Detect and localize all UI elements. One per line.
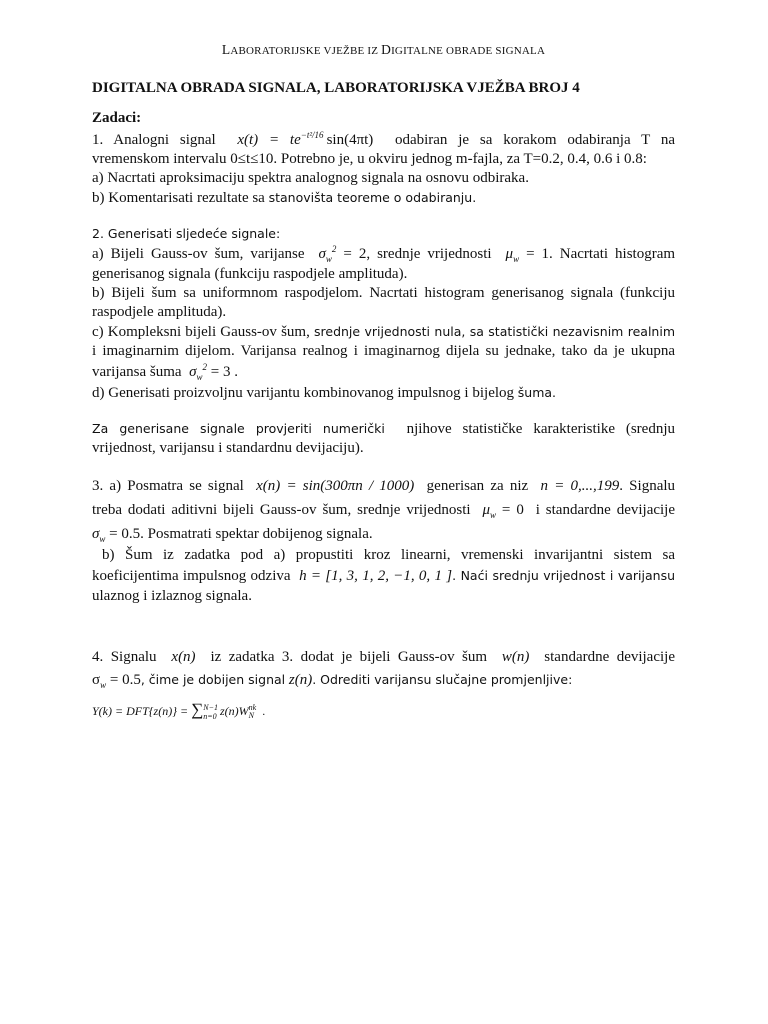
sigma-symbol: $\sigma_w^2 = 3$: [189, 362, 231, 382]
task-4: [92, 646, 675, 721]
header-text-2: IGITALNE OBRADE SIGNALA: [391, 45, 546, 57]
document-page: [92, 40, 675, 737]
mu-symbol: $\mu_w = 0$: [482, 502, 524, 520]
task-2-item-c-line-3: varijansa šuma $\sigma_w^2 = 3$ .: [92, 362, 238, 382]
header-initial-l: L: [221, 42, 231, 57]
task-2-item-c-line-1: c) Kompleksni bijeli Gauss-ov šum, srednje vrijednosti nula, sa statistički nezavisnim realnim: [92, 324, 675, 340]
task-4-line-2: $\sigma_w = 0.5$, čime je dobijen signal z(n). Odrediti varijansu slučajne promjenljive:: [92, 672, 573, 690]
task-2-item-b-line-1: b) Bijeli šum sa uniformnom raspodjelom. Nacrtati histogram generisanog signala (funkciju: [92, 285, 675, 301]
task-4-line-1: 4. Signalu x(n) iz zadatka 3. dodat je bijeli Gauss-ov šum w(n) standardne devijacije: [92, 649, 675, 665]
task-3-line-3: $\sigma_w = 0.5$. Posmatrati spektar dobijenog signala.: [92, 526, 373, 544]
sigma-symbol: $\sigma_w^2 = 2$: [318, 244, 367, 264]
task-3-line-1: 3. a) Posmatra se signal x(n) = sin(300πn / 1000) generisan za niz n = 0,...,199. Signalu: [92, 478, 676, 494]
task-1-formula: $x(t) = te^{-t^2/16}$ sin(4πt): [237, 130, 374, 148]
sigma-symbol: $\sigma_w = 0.5$: [92, 672, 141, 690]
task-1-item-a: a) Nacrtati aproksimaciju spektra analognog signala na osnovu odbiraka.: [92, 170, 529, 186]
statistics-line-1: Za generisane signale provjeriti numerički njihove statističke karakteristike (srednju: [92, 421, 676, 437]
task-2-item-c-line-2: i imaginarnim dijelom. Varijansa realnog i imaginarnog dijela su jednake, tako da je ukupna: [92, 343, 675, 359]
statistics-line-2: vrijednost, varijansu i standardnu devijaciju).: [92, 440, 364, 456]
header-text-1: ABORATORIJSKE VJEŽBE IZ: [230, 45, 382, 57]
task-1-line-2: vremenskom intervalu 0≤t≤10. Potrebno je, u okviru jednog m-fajla, za T=0.2, 0.4, 0.6 i 0.8:: [92, 151, 647, 167]
task-3-impulse-response: h = [1, 3, 1, 2, −1, 0, 1 ]: [299, 568, 453, 584]
task-2-item-b-line-2: raspodjele amplituda).: [92, 304, 227, 320]
task-3-item-b-line-1: b) Šum iz zadatka pod a) propustiti kroz linearni, vremenski invarijantni sistem sa: [102, 547, 675, 563]
task-3: [92, 474, 675, 606]
task-2-title: 2. Generisati sljedeće signale:: [92, 226, 281, 241]
task-3-signal-formula: x(n) = sin(300πn / 1000): [256, 478, 415, 494]
header-initial-d: D: [381, 42, 392, 57]
document-title: DIGITALNA OBRADA SIGNALA, LABORATORIJSKA VJEŽBA BROJ 4: [92, 80, 580, 96]
task-2-item-a-line-1: a) Bijeli Gauss-ov šum, varijanse $\sigma_w^2 = 2$, srednje vrijednosti $\mu_w = 1$. Nacrtati histogram: [92, 244, 676, 264]
task-1-line-1: 1. Analogni signal $x(t) = te^{-t^2/16}$ sin(4πt) odabiran je sa korakom odabiranja T na: [92, 130, 676, 148]
task-2: [92, 224, 675, 403]
sigma-symbol: $\sigma_w = 0.5$: [92, 526, 141, 544]
task-1-item-b: b) Komentarisati rezultate sa stanovišta teoreme o odabiranju.: [92, 190, 477, 206]
section-heading: Zadaci:: [92, 110, 142, 126]
mu-symbol: $\mu_w = 1$: [505, 246, 550, 264]
dft-formula: Y(k) = DFT{z(n)} = ∑ N−1 n=0 z(n)W nk N .: [92, 700, 266, 722]
task-3-range-formula: n = 0,...,199: [540, 478, 620, 494]
running-header: [92, 40, 675, 61]
task-2-item-d: d) Generisati proizvoljnu varijantu kombinovanog impulsnog i bijelog šuma.: [92, 385, 557, 401]
task-3-item-b-line-3: ulaznog i izlaznog signala.: [92, 588, 252, 604]
task-3-item-b-line-2: koeficijentima impulsnog odziva h = [1, 3, 1, 2, −1, 0, 1 ]. Naći srednju vrijednost i varijansu: [92, 568, 676, 584]
task-2-item-a-line-2: generisanog signala (funkciju raspodjele amplituda).: [92, 266, 408, 282]
task-3-line-2: treba dodati aditivni bijeli Gauss-ov šum, srednje vrijednosti $\mu_w = 0$ i standardne devijacije: [92, 502, 676, 520]
task-1: [92, 131, 675, 208]
statistics-note: [92, 419, 675, 458]
